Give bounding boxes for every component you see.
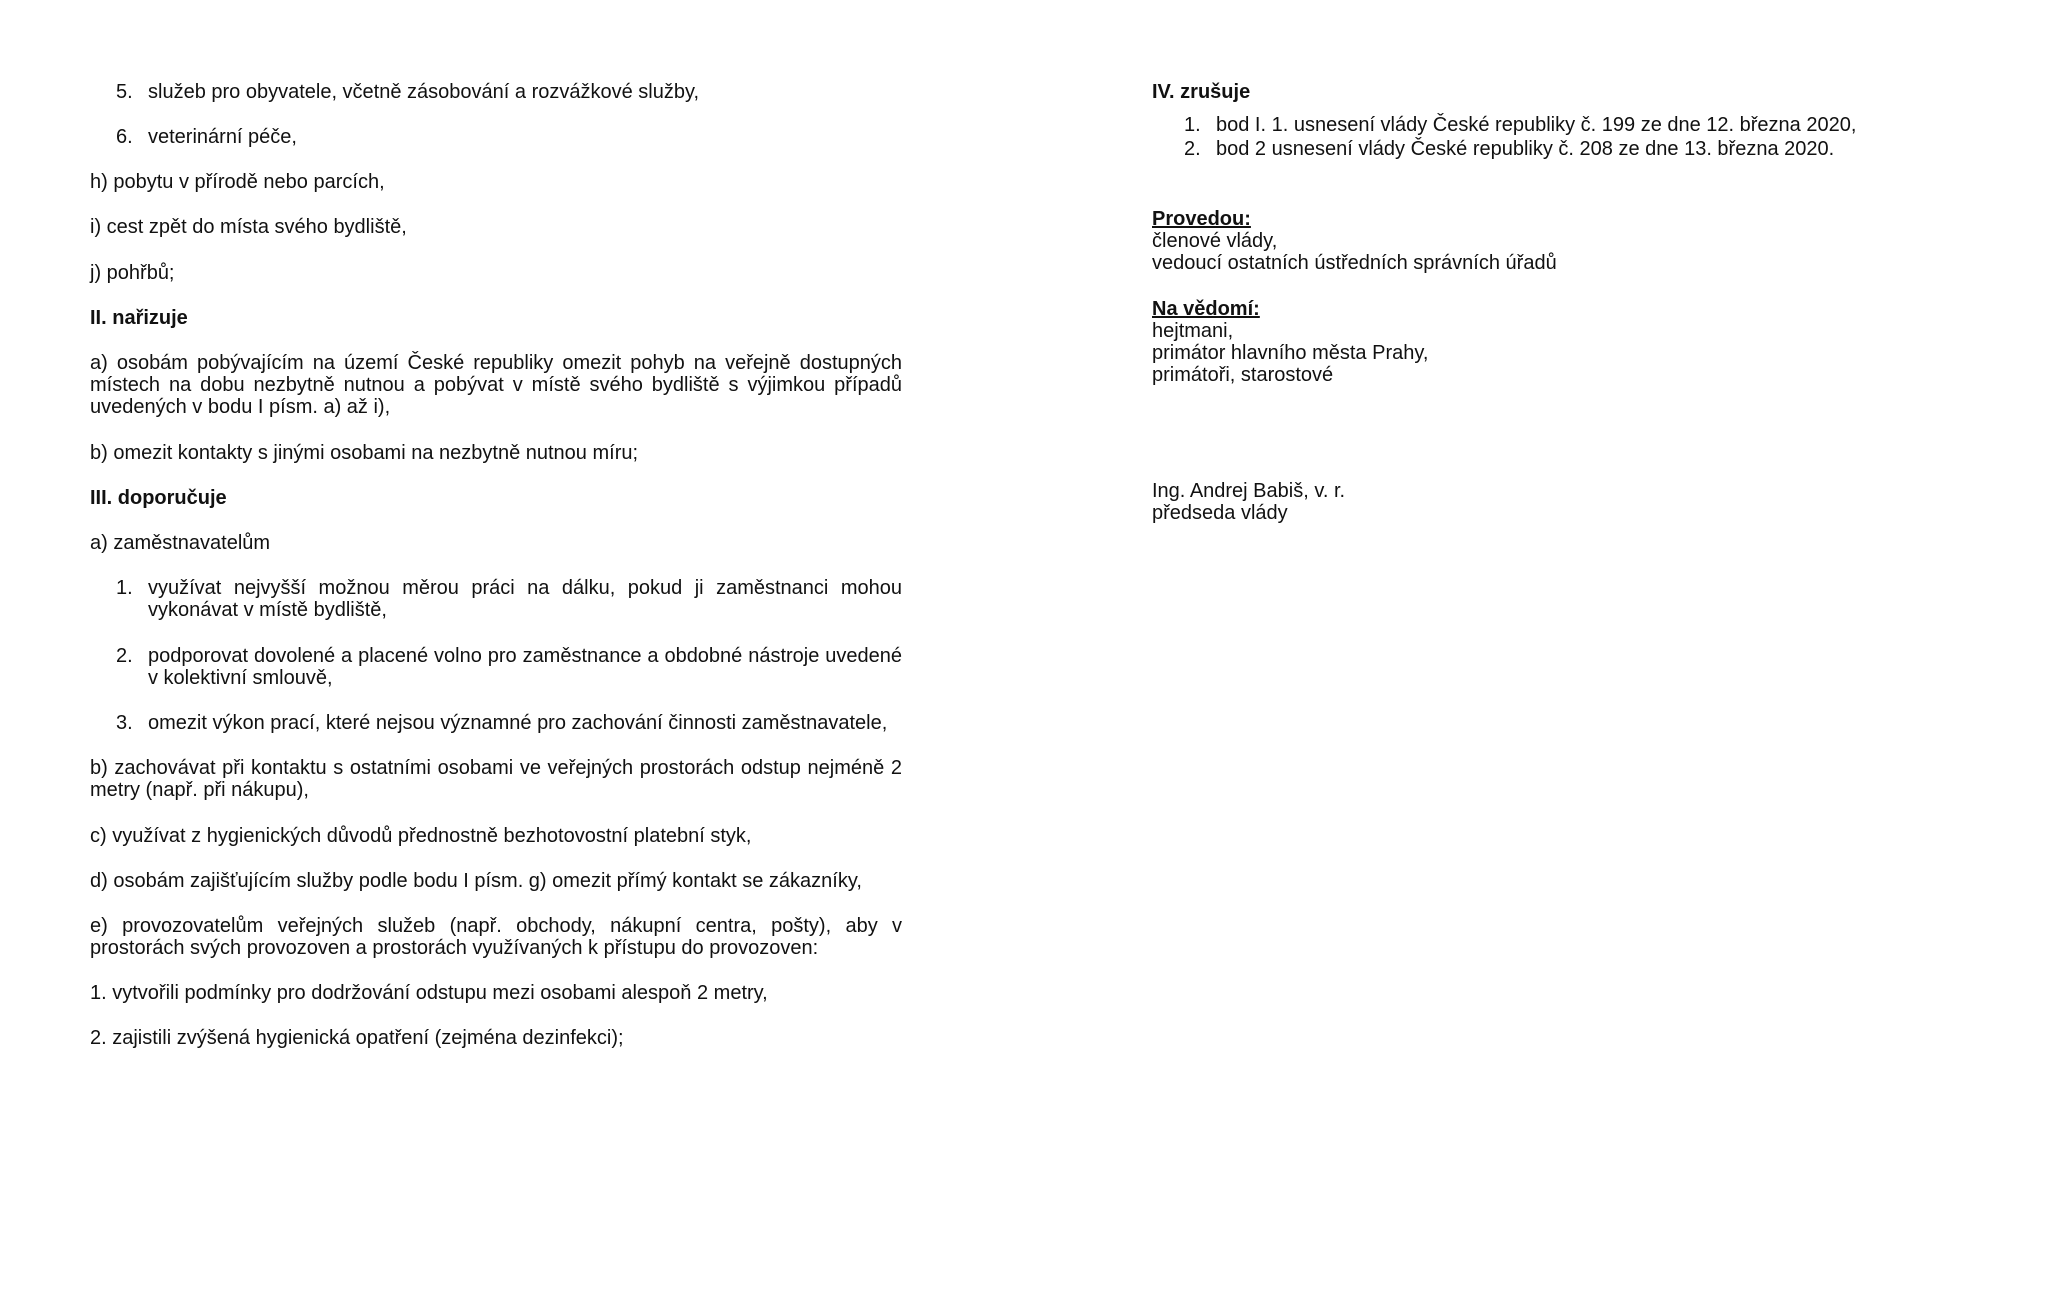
list-item-text: bod 2 usnesení vlády České republiky č. 208 ze dne 13. března 2020. (1216, 138, 1835, 160)
section-heading-3: III. doporučuje (90, 487, 227, 509)
paragraph-i: i) cest zpět do místa svého bydliště, (90, 216, 407, 238)
list-item-text: podporovat dovolené a placené volno pro zaměstnance a obdobné nástroje uvedené v kolektivní smlouvě, (148, 645, 902, 689)
na-vedomi-line: primátoři, starostové (1152, 364, 1334, 386)
section-3-paragraph-e1: 1. vytvořili podmínky pro dodržování odstupu mezi osobami alespoň 2 metry, (90, 982, 768, 1004)
signature-title: předseda vlády (1152, 502, 1288, 524)
list-item-text: využívat nejvyšší možnou měrou práci na dálku, pokud ji zaměstnanci mohou vykonávat v místě bydliště, (148, 577, 902, 621)
provedou-heading: Provedou: (1152, 208, 1251, 230)
section-3-paragraph-c: c) využívat z hygienických důvodů přednostně bezhotovostní platební styk, (90, 825, 752, 847)
section-2-paragraph-a: a) osobám pobývajícím na území České republiky omezit pohyb na veřejně dostupných místech na dobu nezbytně nutnou a pobývat v místě svého bydliště s výjimkou případů uvedených v bodu I písm. a) až i), (90, 352, 902, 418)
list-item-number: 5. (116, 81, 133, 103)
na-vedomi-heading: Na vědomí: (1152, 298, 1260, 320)
list-item-text: služeb pro obyvatele, včetně zásobování a rozvážkové služby, (148, 81, 700, 103)
list-item-number: 2. (1184, 138, 1201, 160)
na-vedomi-line: hejtmani, (1152, 320, 1234, 342)
na-vedomi-list (1152, 320, 1428, 386)
list-item-text: bod I. 1. usnesení vlády České republiky č. 199 ze dne 12. března 2020, (1216, 114, 1857, 136)
signature-name: Ing. Andrej Babiš, v. r. (1152, 480, 1346, 502)
section-3-paragraph-e: e) provozovatelům veřejných služeb (např. obchody, nákupní centra, pošty), aby v prostorách svých provozoven a prostorách využívaných k přístupu do provozoven: (90, 915, 902, 959)
section-3-paragraph-a: a) zaměstnavatelům (90, 532, 271, 554)
list-item-number: 1. (116, 577, 133, 599)
na-vedomi-line: primátor hlavního města Prahy, (1152, 342, 1429, 364)
section-heading-4: IV. zrušuje (1152, 81, 1251, 103)
list-item-number: 2. (116, 645, 133, 667)
section-2-paragraph-b: b) omezit kontakty s jinými osobami na nezbytně nutnou míru; (90, 442, 639, 464)
section-heading-2: II. nařizuje (90, 307, 188, 329)
list-item-text: omezit výkon prací, které nejsou významné pro zachování činnosti zaměstnavatele, (148, 712, 888, 734)
paragraph-j: j) pohřbů; (90, 262, 175, 284)
signature-block (1152, 480, 1345, 524)
provedou-list (1152, 230, 1557, 274)
list-item-number: 1. (1184, 114, 1201, 136)
section-3-paragraph-e2: 2. zajistili zvýšená hygienická opatření (zejména dezinfekci); (90, 1027, 624, 1049)
section-3-paragraph-d: d) osobám zajišťujícím služby podle bodu I písm. g) omezit přímý kontakt se zákazníky, (90, 870, 862, 892)
section-3-paragraph-b: b) zachovávat při kontaktu s ostatními osobami ve veřejných prostorách odstup nejméně 2 metry (např. při nákupu), (90, 757, 902, 801)
provedou-line: členové vlády, (1152, 230, 1278, 252)
list-item-number: 3. (116, 712, 133, 734)
paragraph-h: h) pobytu v přírodě nebo parcích, (90, 171, 385, 193)
list-item-number: 6. (116, 126, 133, 148)
provedou-line: vedoucí ostatních ústředních správních úřadů (1152, 252, 1557, 274)
list-item-text: veterinární péče, (148, 126, 297, 148)
